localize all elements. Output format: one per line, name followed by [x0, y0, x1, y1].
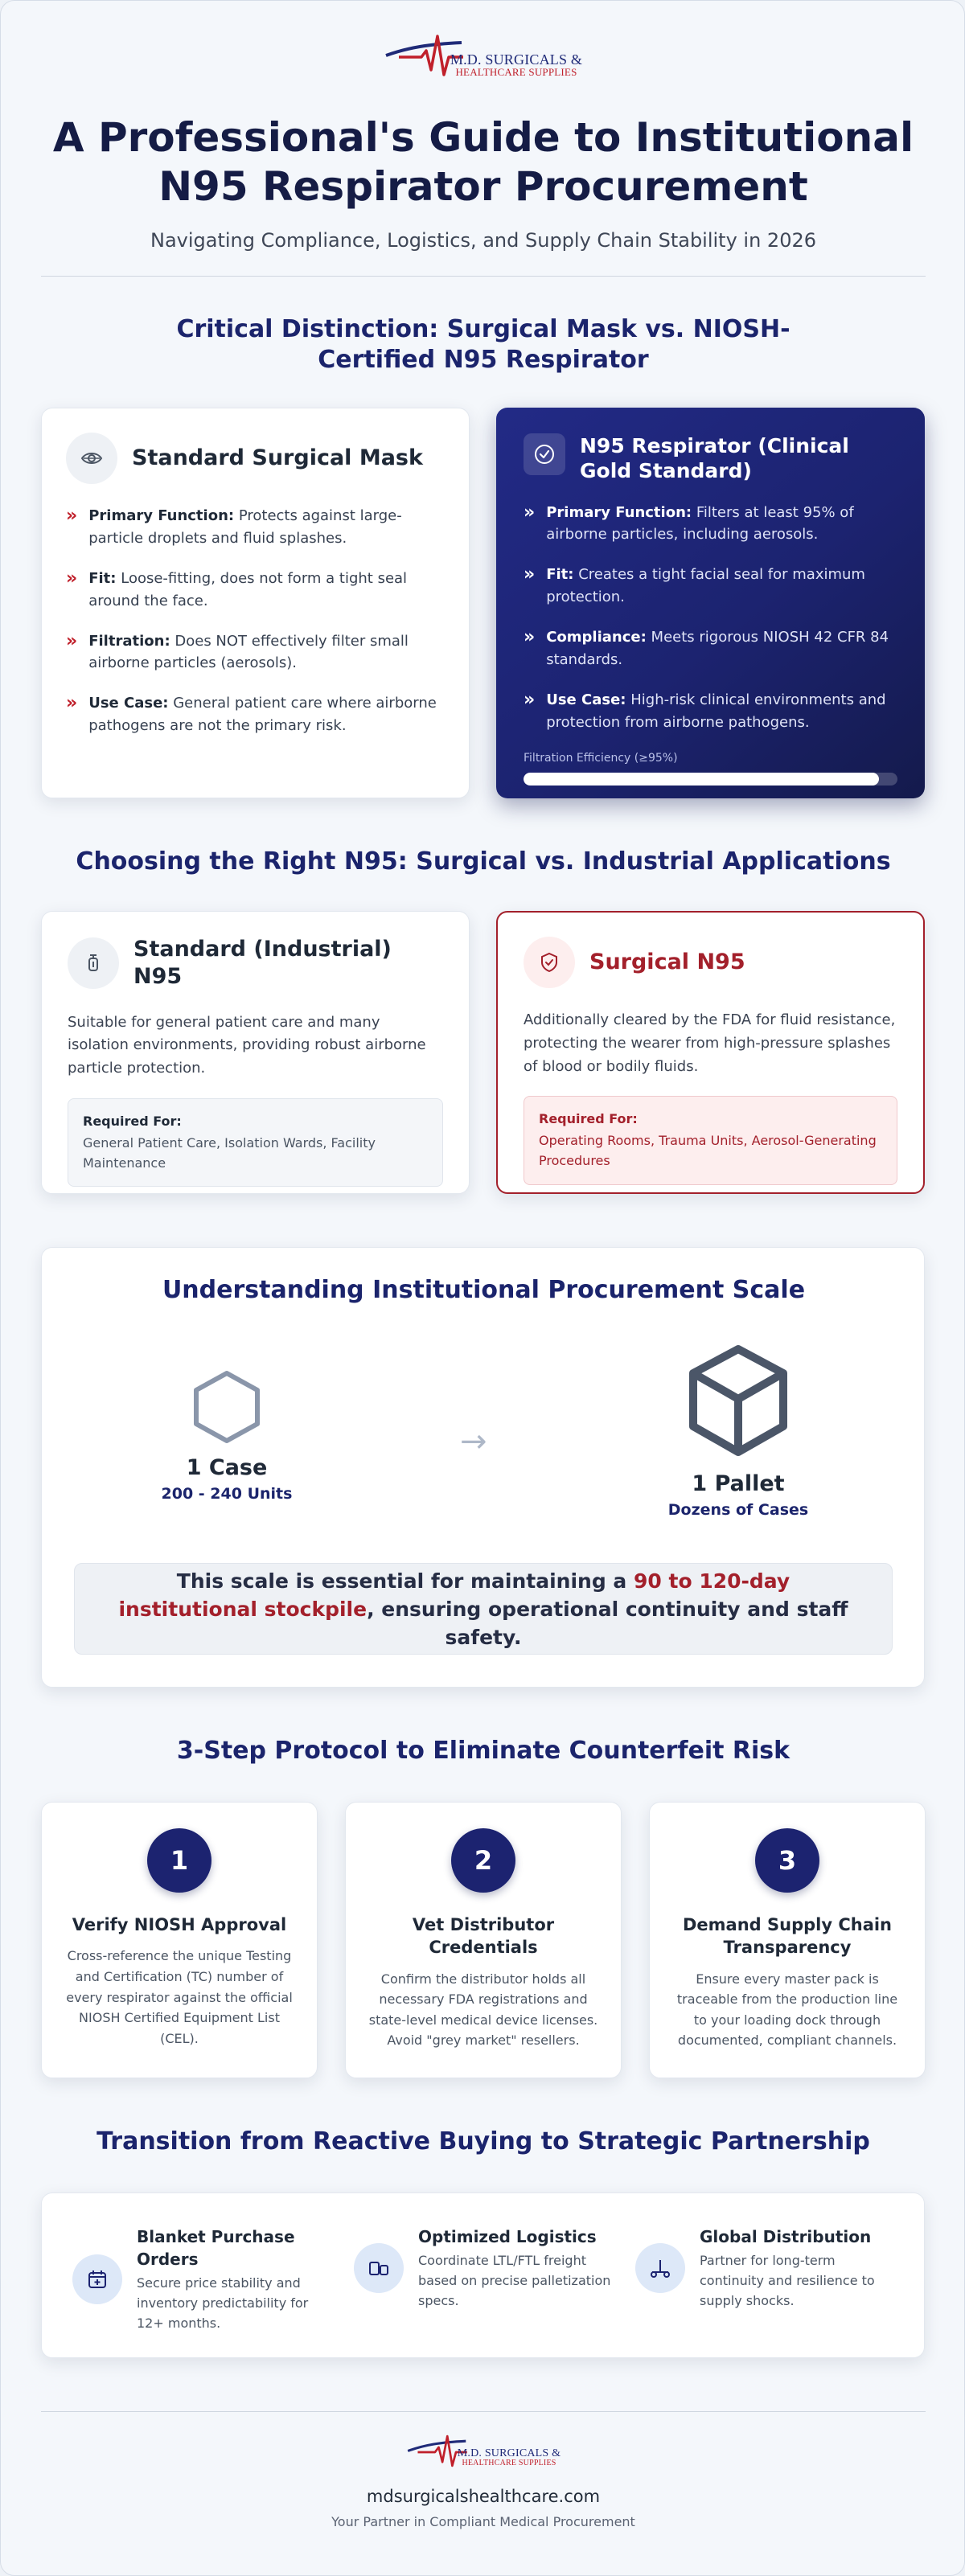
header: [1, 33, 965, 252]
list-item: » Filtration: Does NOT effectively filter small airborne particles (aerosols).: [66, 630, 409, 672]
brand-sub: HEALTHCARE SUPPLIES: [455, 65, 577, 78]
brand-name: M.D. SURGICALS &: [457, 2447, 561, 2459]
surgical-mask-heading: Standard Surgical Mask: [132, 445, 423, 471]
brand-logo: [1, 33, 965, 81]
stockpile-note: This scale is essential for maintaining a 90 to 120-day institutional stockpile, ensuring operational continuity and staff safety.: [74, 1563, 893, 1655]
case-label: 1 Case: [186, 1455, 268, 1480]
n95-respirator-card: [496, 408, 925, 798]
list-item: » Use Case: High-risk clinical environments and protection from airborne pathogens.: [524, 689, 886, 731]
page-subtitle: Navigating Compliance, Logistics, and Supply Chain Stability in 2026: [150, 229, 817, 252]
partnership-card: [41, 2192, 925, 2358]
partnership-text: Partner for long-term continuity and resilience to supply shocks.: [700, 2253, 875, 2308]
brand-sub: HEALTHCARE SUPPLIES: [462, 2459, 556, 2467]
filtration-efficiency-label: Filtration Efficiency (≥95%): [524, 751, 678, 765]
filter-icon: [68, 937, 119, 989]
case-sub: 200 - 240 Units: [161, 1485, 293, 1503]
step-number: 3: [755, 1828, 819, 1893]
required-for-label: Required For:: [539, 1111, 638, 1127]
step-heading: Vet Distributor Credentials: [412, 1915, 555, 1958]
partnership-heading: Global Distribution: [700, 2227, 872, 2246]
partnership-heading: Optimized Logistics: [418, 2227, 597, 2246]
footer-logo: [1, 2434, 965, 2471]
hexagon-icon: [190, 1368, 264, 1446]
industrial-required-box: [68, 1098, 443, 1188]
surgical-mask-list: [66, 505, 445, 737]
step-card: [345, 1802, 622, 2078]
case-unit: [106, 1368, 347, 1503]
filtration-efficiency-fill: [524, 773, 879, 786]
section-title-distinction: Critical Distinction: Surgical Mask vs. NIOSH-Certified N95 Respirator: [176, 315, 790, 374]
hand-truck-icon: [635, 2243, 685, 2293]
check-circle-icon: [524, 433, 565, 475]
surgical-n95-card: [496, 911, 925, 1194]
divider: [41, 276, 926, 277]
partnership-heading: Blanket Purchase Orders: [137, 2227, 295, 2269]
step-card: [41, 1802, 318, 2078]
box-icon: [682, 1341, 795, 1460]
surgical-mask-card: [41, 408, 470, 798]
page-title: A Professional's Guide to Institutional N95 Respirator Procurement: [52, 114, 914, 210]
required-for-text: General Patient Care, Isolation Wards, Facility Maintenance: [83, 1134, 376, 1171]
step-card: [649, 1802, 926, 2078]
step-heading: Demand Supply Chain Transparency: [682, 1915, 893, 1958]
step-heading: Verify NIOSH Approval: [72, 1915, 287, 1934]
partnership-item: [635, 2225, 901, 2311]
arrow-right-icon: →: [460, 1423, 487, 1460]
required-for-label: Required For:: [83, 1113, 182, 1129]
industrial-n95-card: [41, 911, 470, 1194]
footer-tagline: Your Partner in Compliant Medical Procurement: [331, 2514, 635, 2529]
surgical-required-box: [524, 1096, 897, 1185]
list-item: » Use Case: General patient care where airborne pathogens are not the primary risk.: [66, 693, 437, 735]
website-link[interactable]: mdsurgicalshealthcare.com: [366, 2487, 601, 2506]
pallet-unit: [618, 1341, 859, 1519]
brand-name: M.D. SURGICALS &: [450, 51, 583, 68]
eye-mask-icon: [66, 433, 117, 484]
n95-list: [524, 502, 897, 734]
divider: [41, 2411, 926, 2412]
industrial-n95-heading: Standard (Industrial) N95: [133, 937, 392, 989]
surgical-n95-heading: Surgical N95: [589, 950, 745, 975]
partnership-text: Secure price stability and inventory predictability for 12+ months.: [137, 2275, 309, 2331]
section-title-choosing: Choosing the Right N95: Surgical vs. Industrial Applications: [76, 847, 891, 876]
shield-check-icon: [524, 937, 575, 988]
list-item: » Compliance: Meets rigorous NIOSH 42 CFR 84 standards.: [524, 627, 889, 668]
stockpile-highlight: 90 to 120-day institutional stockpile: [118, 1569, 790, 1621]
footer: [1, 2434, 965, 2529]
step-text: Cross-reference the unique Testing and Certification (TC) number of every respirator against the official NIOSH Certified Equipment List (CEL).: [66, 1948, 293, 2046]
section-title-scale: Understanding Institutional Procurement Scale: [162, 1276, 806, 1304]
industrial-n95-desc: Suitable for general patient care and many isolation environments, providing robust airborne particle protection.: [68, 1013, 426, 1077]
pallet-sub: Dozens of Cases: [667, 1501, 809, 1519]
filtration-efficiency-bar: [524, 773, 897, 786]
pallet-label: 1 Pallet: [692, 1471, 785, 1496]
step-number: 1: [147, 1828, 211, 1893]
calendar-icon: [72, 2254, 122, 2304]
required-for-text: Operating Rooms, Trauma Units, Aerosol-Generating Procedures: [539, 1133, 877, 1169]
partnership-item: [354, 2225, 619, 2311]
pallets-icon: [354, 2243, 404, 2293]
partnership-item: [72, 2225, 330, 2333]
section-title-protocol: 3-Step Protocol to Eliminate Counterfeit Risk: [176, 1737, 790, 1765]
partnership-text: Coordinate LTL/FTL freight based on precise palletization specs.: [418, 2253, 611, 2308]
list-item: » Fit: Creates a tight facial seal for maximum protection.: [524, 564, 865, 606]
surgical-n95-desc: Additionally cleared by the FDA for fluid resistance, protecting the wearer from high-pressure splashes of blood or bodily fluids.: [524, 1011, 896, 1075]
step-text: Ensure every master pack is traceable from the production line to your loading dock through documented, compliant channels.: [676, 1971, 898, 2049]
n95-heading: N95 Respirator (Clinical Gold Standard): [580, 434, 849, 483]
step-number: 2: [451, 1828, 515, 1893]
list-item: » Primary Function: Filters at least 95% of airborne particles, including aerosols.: [524, 502, 854, 544]
list-item: » Primary Function: Protects against large-particle droplets and fluid splashes.: [66, 506, 402, 547]
section-title-partnership: Transition from Reactive Buying to Strategic Partnership: [96, 2127, 870, 2156]
procurement-scale-card: [41, 1247, 925, 1688]
step-text: Confirm the distributor holds all necessary FDA registrations and state-level medical device licenses. Avoid "grey market" resellers.: [368, 1971, 598, 2049]
list-item: » Fit: Loose-fitting, does not form a tight seal around the face.: [66, 568, 408, 609]
